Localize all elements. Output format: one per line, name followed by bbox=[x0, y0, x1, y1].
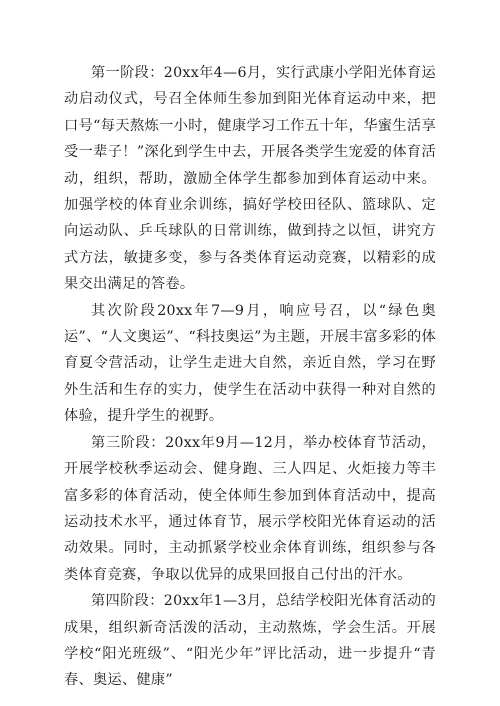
paragraph-stage-4: 第四阶段：20xx年1—3月，总结学校阳光体育活动的成果，组织新奇活泼的活动，主动熬炼，学会生活。开展学校“阳光班级”、“阳光少年”评比活动，进一步提升“青春、奥运、健康” bbox=[64, 593, 436, 689]
paragraph-stage-2: 其次阶段20xx年7—9月，响应号召，以“绿色奥运”、“人文奥运”、“科技奥运”为主题，开展丰富多彩的体育夏令营活动，让学生走进大自然，亲近自然，学习在野外生活和生存的实力，使学生在活动中获得一种对自然的体验，提升学生的视野。 bbox=[64, 302, 436, 425]
document-body bbox=[64, 60, 436, 694]
paragraph-stage-3: 第三阶段：20xx年9月—12月，举办校体育节活动，开展学校秋季运动会、健身跑、三人四足、火炬接力等丰富多彩的体育活动，使全体师生参加到体育活动中，提高运动技术水平，通过体育节，展示学校阳光体育运动的活动效果。同时，主动抓紧学校业余体育训练，组织参与各类体育竞赛，争取以优异的成果回报自己付出的汗水。 bbox=[64, 434, 436, 583]
paragraph-stage-1: 第一阶段：20xx年4—6月，实行武康小学阳光体育运动启动仪式，号召全体师生参加到阳光体育运动中来，把口号“每天熬炼一小时，健康学习工作五十年，华蜜生活享受一辈子！”深化到学生中去，开展各类学生宠爱的体育活动，组织，帮助，激励全体学生都参加到体育运动中来。加强学校的体育业余训练，搞好学校田径队、篮球队、定向运动队、乒乓球队的日常训练，做到持之以恒，讲究方式方法，敏捷多变，参与各类体育运动竞赛，以精彩的成果交出满足的答卷。 bbox=[64, 65, 436, 293]
